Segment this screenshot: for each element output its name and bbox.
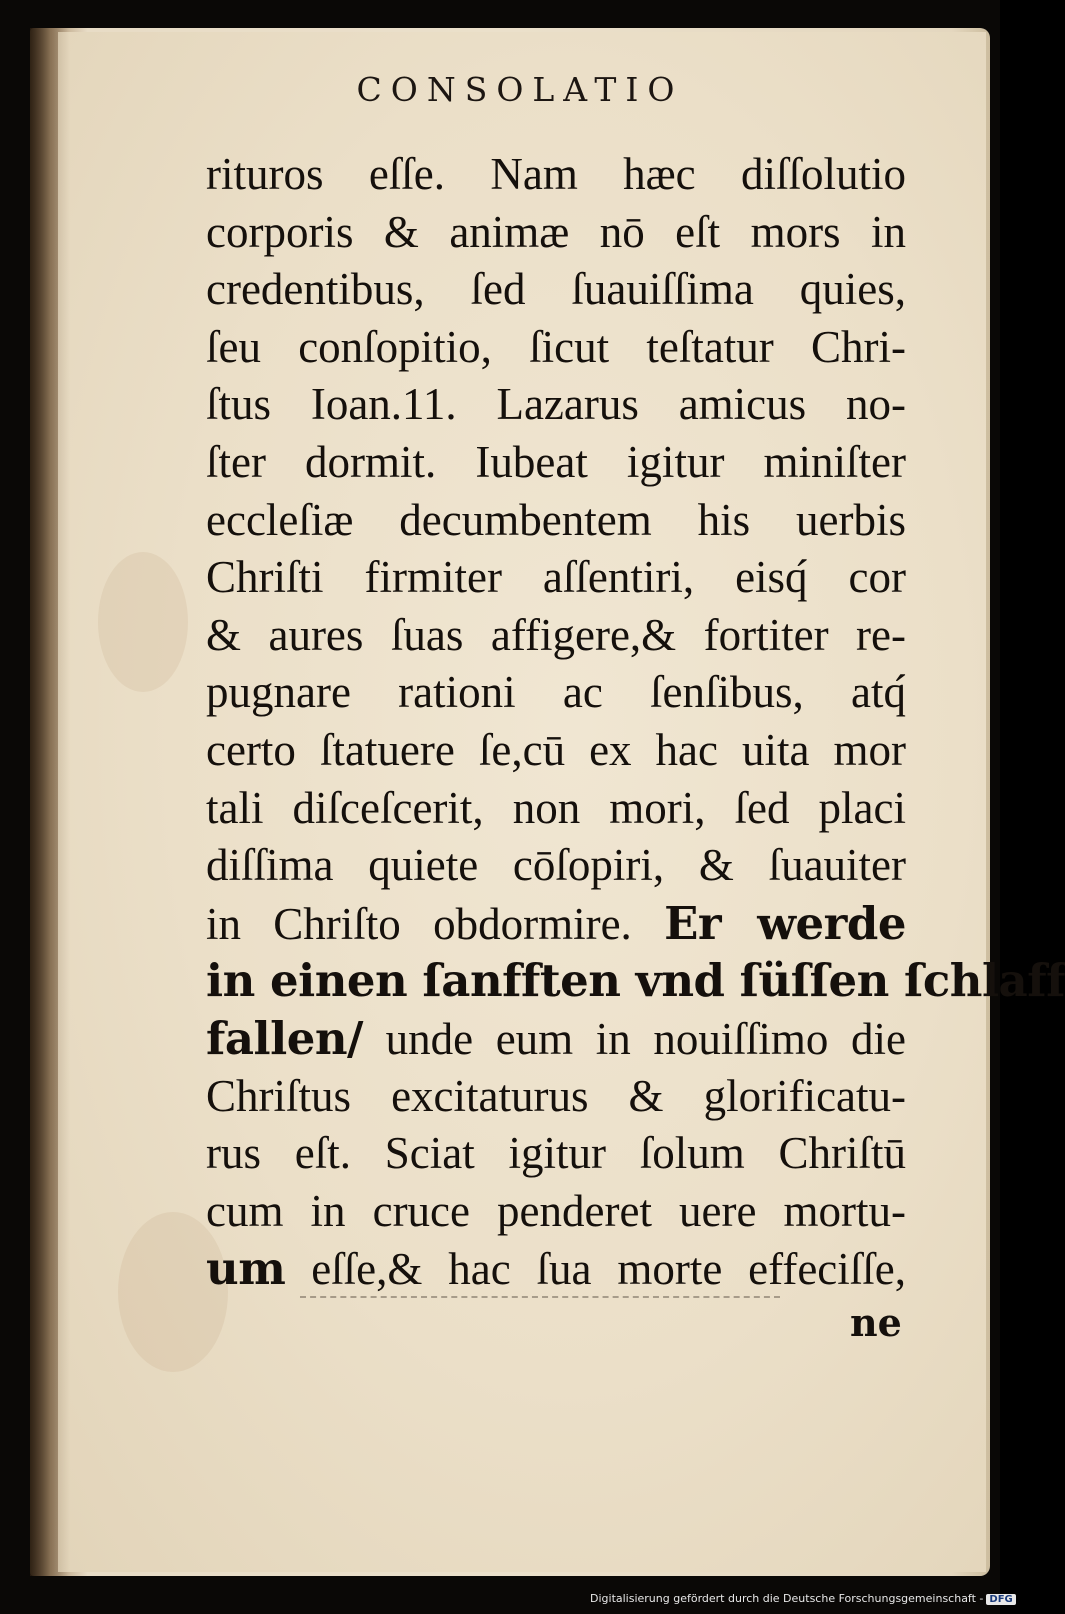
digitization-credit (590, 1592, 1016, 1605)
blackletter-fragment: Er werde (664, 896, 906, 950)
paper-stain (98, 552, 188, 692)
bleed-through-mark (300, 1296, 780, 1300)
text-line: ſter dormit. Iubeat igitur miniſter (206, 436, 906, 487)
text-fragment: unde eum in nouiſſimo die (385, 1013, 906, 1064)
blackletter-fragment: fallen/ (206, 1011, 363, 1065)
dfg-logo: DFG (986, 1594, 1015, 1605)
text-line: rituros eſſe. Nam hæc diſſolutio (206, 149, 906, 199)
blackletter-line: in einen ſanfften vnd ſüſſen ſchlaff (206, 954, 1065, 1008)
text-line: Chriſti firmiter aſſentiri, eisq́ cor (206, 552, 906, 603)
credit-text: Digitalisierung gefördert durch die Deutsche Forschungsgemeinschaft - (590, 1592, 984, 1605)
text-line: diſſima quiete cōſopiri, & ſuauiter (206, 840, 906, 891)
text-line: ſeu conſopitio, ſicut teſtatur Chri- (206, 321, 906, 372)
blackletter-fragment: um (206, 1242, 286, 1296)
text-line-mixed (206, 1010, 906, 1068)
text-line: corporis & animæ nō eſt mors in (206, 206, 906, 257)
text-line: Chriſtus excitaturus & glorificatu- (206, 1070, 906, 1121)
text-line-mixed (206, 1240, 906, 1298)
text-line: tali diſceſcerit, non mori, ſed placi (206, 782, 906, 833)
text-line: certo ſtatuere ſe,cū ex hac uita mor (206, 724, 906, 775)
text-line: eccleſiæ decumbentem his uerbis (206, 494, 906, 545)
catchword: ne (850, 1300, 902, 1345)
text-fragment: eſſe,& hac ſua morte effeciſſe, (285, 1244, 906, 1295)
text-line: ſtus Ioan.11. Lazarus amicus no- (206, 379, 906, 430)
text-block (206, 146, 1065, 1298)
text-line: credentibus, ſed ſuauiſſima quies, (206, 264, 906, 315)
gutter-shadow (30, 28, 70, 1576)
running-head: CONSOLATIO (356, 70, 684, 109)
text-line-mixed (206, 895, 906, 953)
text-fragment: in Chriſto obdormire. (206, 898, 632, 949)
text-line: cum in cruce penderet uere mortu- (206, 1185, 906, 1236)
text-line: & aures ſuas affigere,& fortiter re- (206, 609, 906, 660)
text-line: rus eſt. Sciat igitur ſolum Chriſtū (206, 1128, 906, 1179)
text-line: pugnare rationi ac ſenſibus, atq́ (206, 667, 906, 718)
